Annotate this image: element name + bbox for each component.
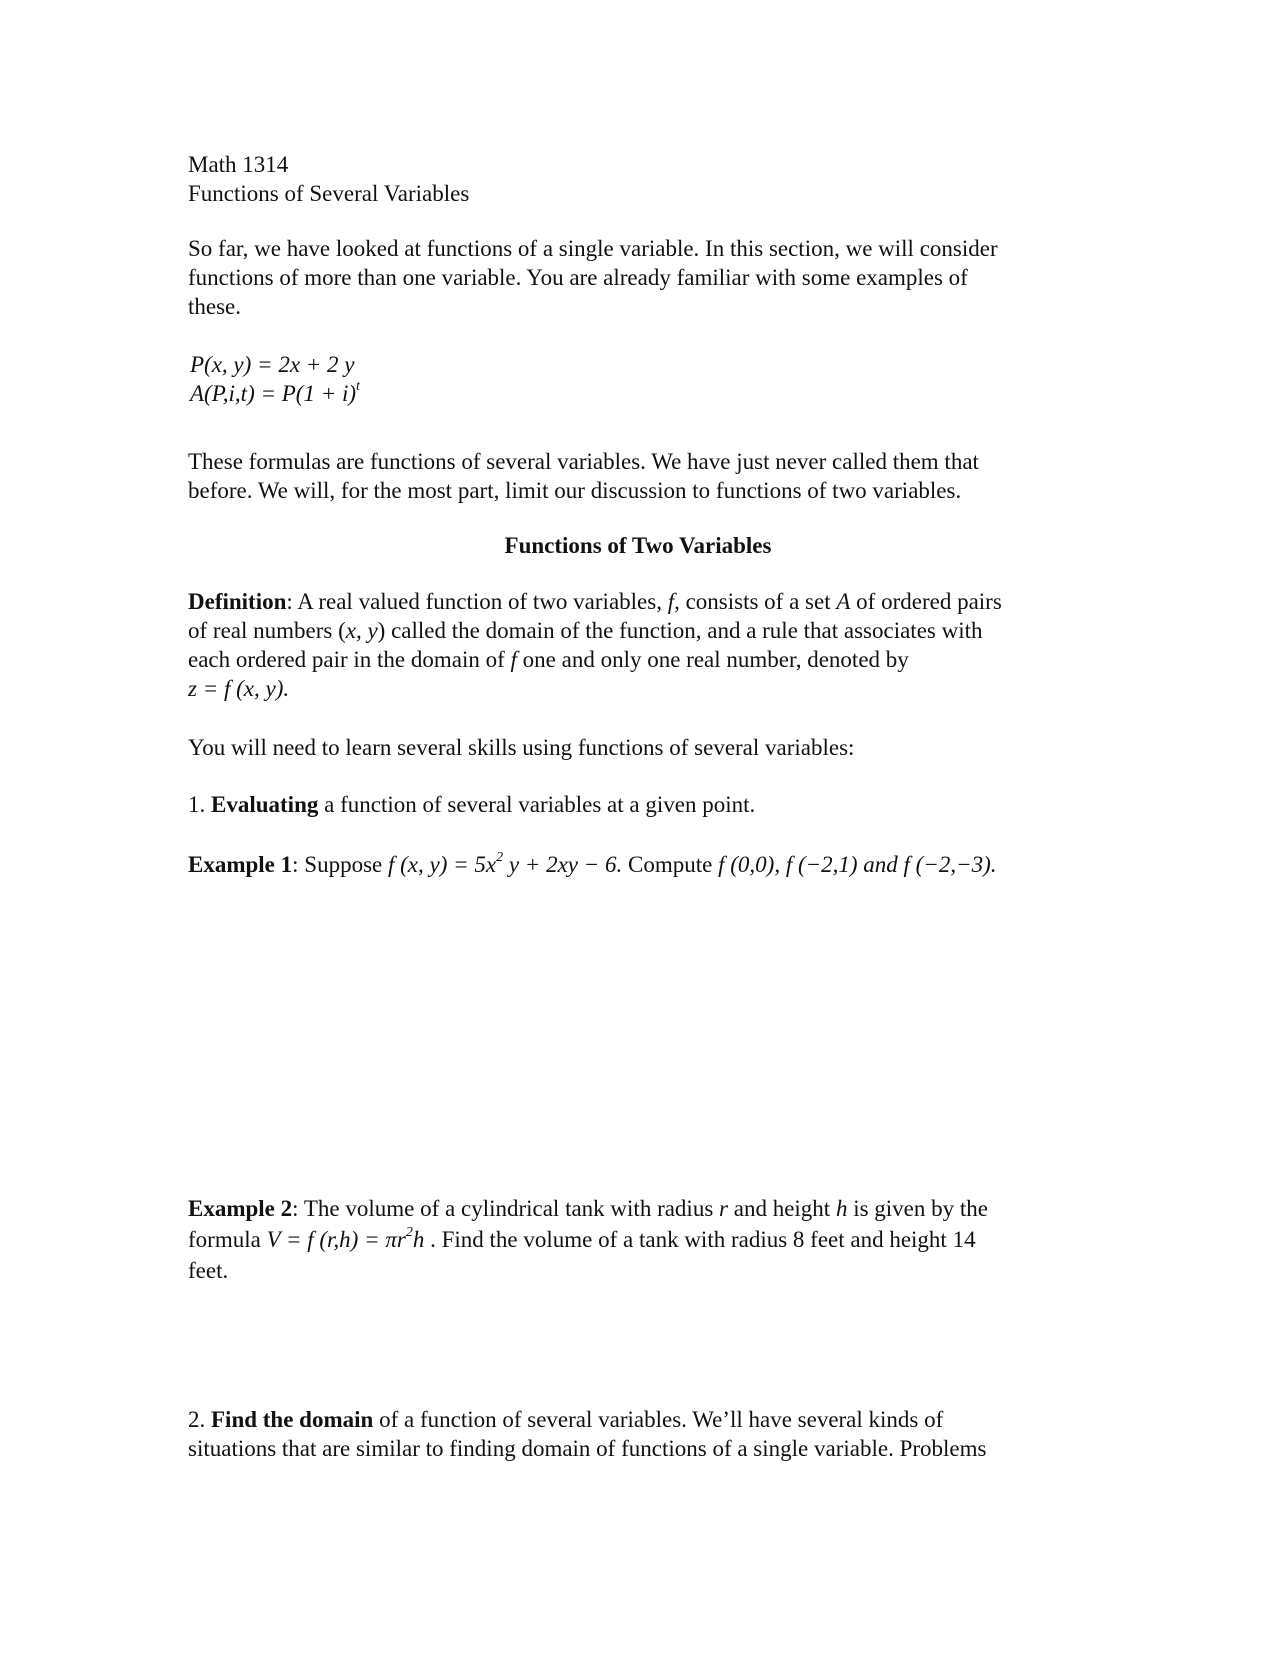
skill-number: 1.	[188, 792, 211, 817]
example-evaluations: f (0,0), f (−2,1) and f (−2,−3).	[718, 852, 997, 877]
function-part: f (x, y) = 5x	[387, 852, 497, 877]
definition-text: one and only one real number, denoted by	[516, 647, 909, 672]
formulas-explanation	[188, 447, 1088, 505]
example-text: formula	[188, 1227, 267, 1252]
skills-intro: You will need to learn several skills using functions of several variables:	[188, 735, 855, 760]
definition-text: each ordered pair in the domain of	[188, 647, 511, 672]
example-function	[388, 852, 622, 877]
topic-title: Functions of Several Variables	[188, 181, 470, 206]
skill-number: 2.	[188, 1407, 211, 1432]
example-line	[188, 850, 1088, 879]
section-heading: Functions of Two Variables	[504, 533, 772, 558]
height-symbol: h	[835, 1196, 848, 1221]
example-2	[188, 1193, 1088, 1286]
skill-text: of a function of several variables. We’ll have several kinds of	[373, 1407, 944, 1432]
example-label: Example 2	[188, 1196, 293, 1221]
intro-line: functions of more than one variable. You are already familiar with some examples of	[188, 265, 968, 290]
document-header	[188, 150, 1088, 208]
skill-item-evaluating	[188, 790, 1088, 819]
example-line	[188, 1193, 1088, 1224]
definition-text: ) called the domain of the function, and a rule that associates with	[377, 618, 983, 643]
radius-symbol: r	[719, 1196, 728, 1221]
definition-paragraph	[188, 587, 1088, 703]
definition-line	[188, 587, 1088, 616]
definition-line	[188, 616, 1088, 645]
function-part: y + 2xy − 6.	[503, 852, 623, 877]
definition-text: : A real valued function of two variables,	[286, 589, 668, 614]
example-line	[188, 1224, 1088, 1255]
example-line: feet.	[188, 1258, 229, 1283]
example-1	[188, 850, 1088, 879]
explanation-line: These formulas are functions of several variables. We have just never called them that	[188, 449, 979, 474]
volume-formula	[267, 1227, 425, 1252]
definition-text: consists of a set	[679, 589, 837, 614]
course-title: Math 1314	[188, 152, 289, 177]
compound-interest-formula	[190, 379, 1090, 408]
intro-line: So far, we have looked at functions of a single variable. In this section, we will consider	[188, 236, 998, 261]
skill-line	[188, 1405, 1088, 1434]
definition-line	[188, 645, 1088, 674]
perimeter-formula	[190, 350, 1090, 379]
function-exponent: 2	[496, 850, 504, 866]
set-symbol: A	[836, 589, 851, 614]
skill-text: a function of several variables at a given point.	[318, 792, 756, 817]
formula-lhs: A(P,i,t)	[190, 381, 255, 406]
example-formulas	[190, 350, 1090, 408]
definition-text: of ordered pairs	[850, 589, 1002, 614]
example-text: Compute	[622, 852, 719, 877]
definition-formula: z = f (x, y).	[188, 676, 290, 701]
formula-part: h	[412, 1227, 425, 1252]
skill-line: situations that are similar to finding domain of functions of a single variable. Problems	[188, 1436, 987, 1461]
ordered-pair-symbol: x, y	[345, 618, 378, 643]
skill-title: Evaluating	[211, 792, 319, 817]
explanation-line: before. We will, for the most part, limit our discussion to functions of two variables.	[188, 478, 962, 503]
example-text: . Find the volume of a tank with radius 8 feet and height 14	[424, 1227, 976, 1252]
function-symbol: f	[510, 647, 517, 672]
intro-line: these.	[188, 294, 242, 319]
function-symbol: f,	[667, 589, 680, 614]
skill-item-domain	[188, 1405, 1088, 1463]
skill-title: Find the domain	[211, 1407, 374, 1432]
formula-exponent: 2	[405, 1225, 413, 1241]
example-text: is given by the	[847, 1196, 988, 1221]
example-label: Example 1	[188, 852, 293, 877]
formula-lhs: P(x, y)	[190, 352, 252, 377]
formula-rhs: = P(1 + i)	[260, 381, 357, 406]
example-text: : The volume of a cylindrical tank with radius	[292, 1196, 720, 1221]
definition-label: Definition	[188, 589, 287, 614]
example-text: : Suppose	[292, 852, 388, 877]
definition-text: of real numbers (	[188, 618, 346, 643]
example-text: and height	[727, 1196, 836, 1221]
formula-exponent: t	[356, 379, 360, 395]
intro-paragraph	[188, 234, 1088, 321]
formula-rhs: = 2x + 2 y	[257, 352, 355, 377]
formula-part: V = f (r,h) = πr	[266, 1227, 406, 1252]
